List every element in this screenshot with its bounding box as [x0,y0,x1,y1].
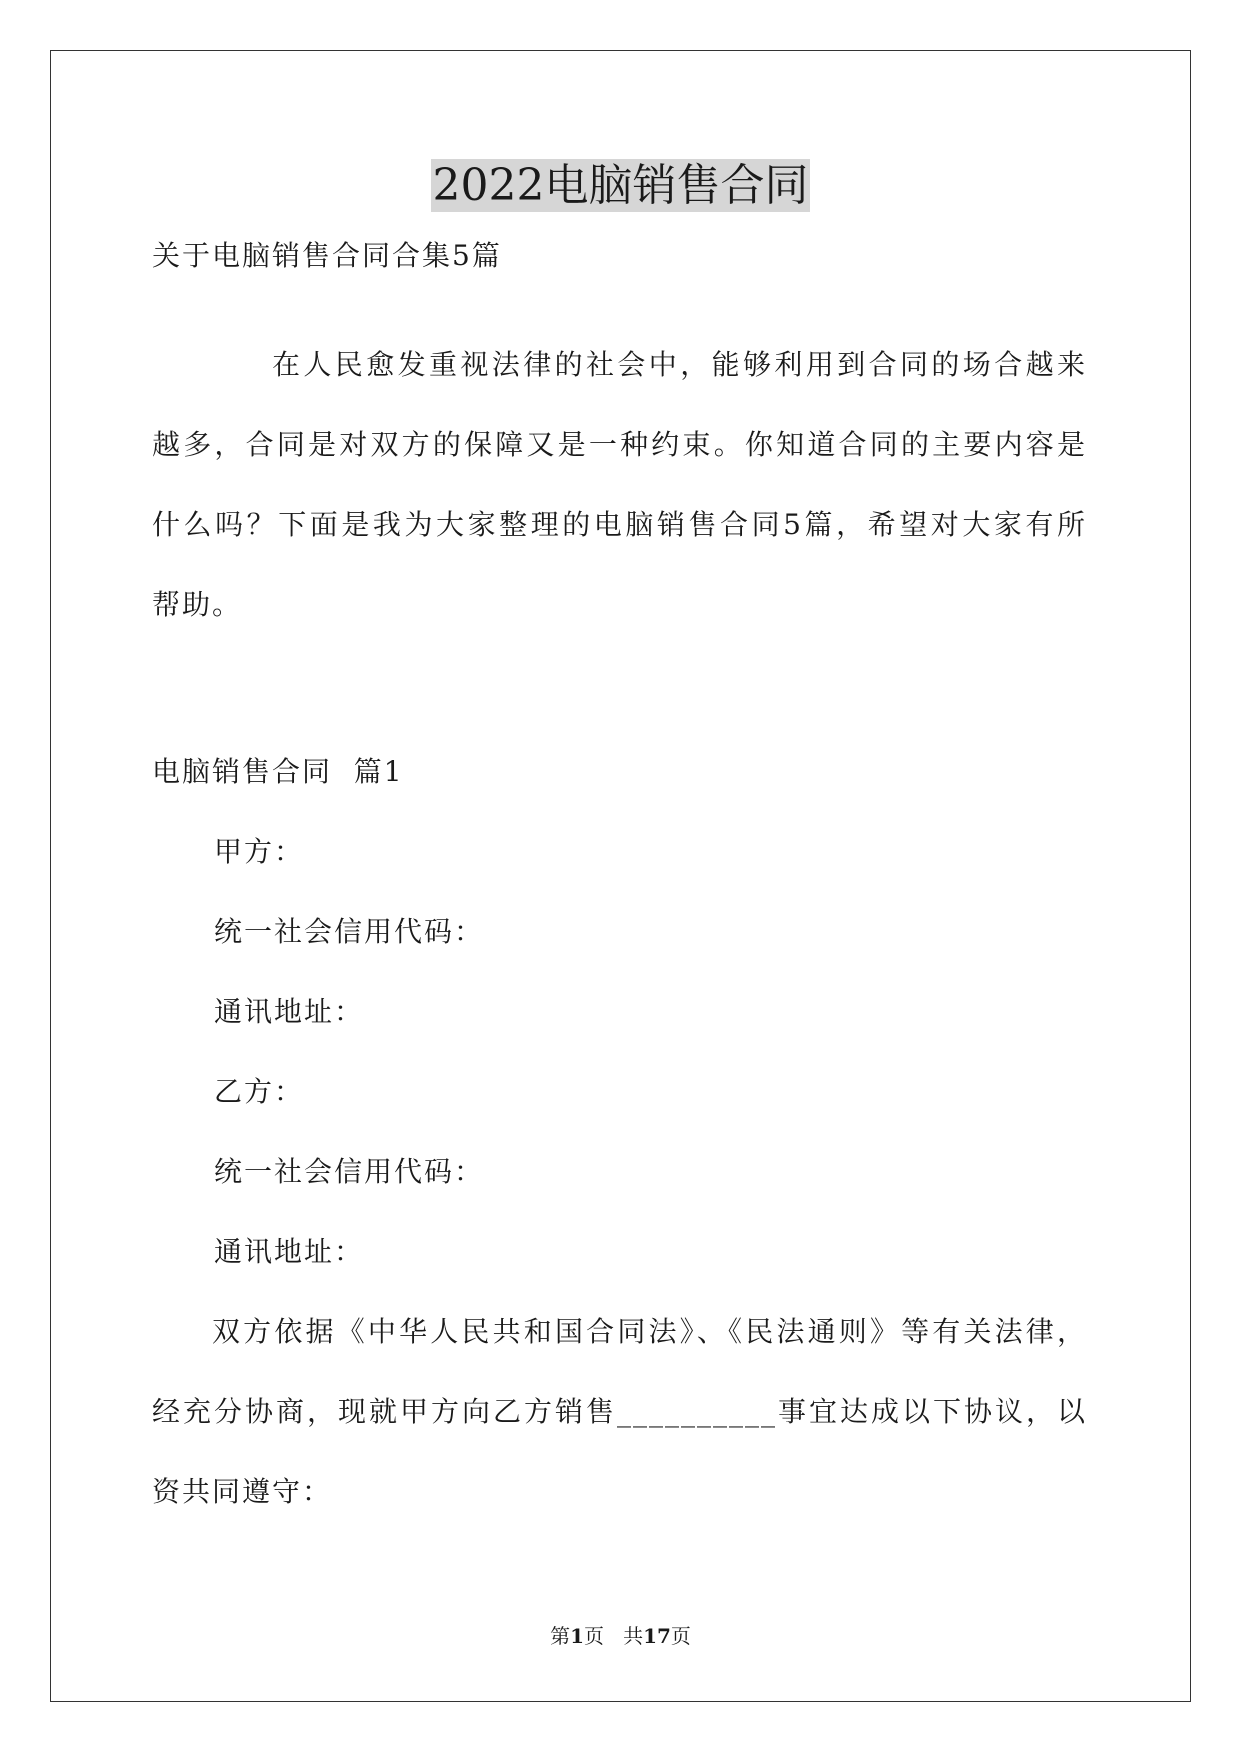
document-title-text: 2022电脑销售合同 [432,160,809,211]
page-border [50,50,1191,1702]
agreement-line-1: 双方依据《中华人民共和国合同法》、《民法通则》等有关法律， [212,1315,1087,1348]
intro-line-2: 越多，合同是对双方的保障又是一种约束。你知道合同的主要内容是 [152,428,1087,461]
intro-line-4: 帮助。 [152,588,243,621]
intro-line-3: 什么吗？下面是我为大家整理的电脑销售合同5篇，希望对大家有所 [152,508,1087,541]
party-b-label: 乙方： [214,1075,305,1108]
party-b-address: 通讯地址： [214,1235,365,1268]
party-b-credit-code: 统一社会信用代码： [214,1155,485,1188]
party-a-address: 通讯地址： [214,995,365,1028]
footer-page-total: 17 [643,1624,671,1648]
party-a-label: 甲方： [214,835,305,868]
agreement-line-3: 资共同遵守： [152,1475,333,1508]
document-title [0,157,1241,215]
footer-page-suffix: 页 [670,1624,691,1648]
page-footer [0,1622,1241,1650]
intro-line-1: 在人民愈发重视法律的社会中，能够利用到合同的场合越来 [272,348,1087,381]
party-a-credit-code: 统一社会信用代码： [214,915,485,948]
footer-page-mid: 页 共 [584,1624,644,1648]
document-subtitle: 关于电脑销售合同合集5篇 [152,239,502,272]
agreement-line-2: 经充分协商，现就甲方向乙方销售__________事宜达成以下协议，以 [152,1395,1087,1428]
footer-page-prefix: 第 [550,1624,571,1648]
section-heading: 电脑销售合同 篇1 [152,755,404,788]
footer-page-current: 1 [570,1624,584,1648]
